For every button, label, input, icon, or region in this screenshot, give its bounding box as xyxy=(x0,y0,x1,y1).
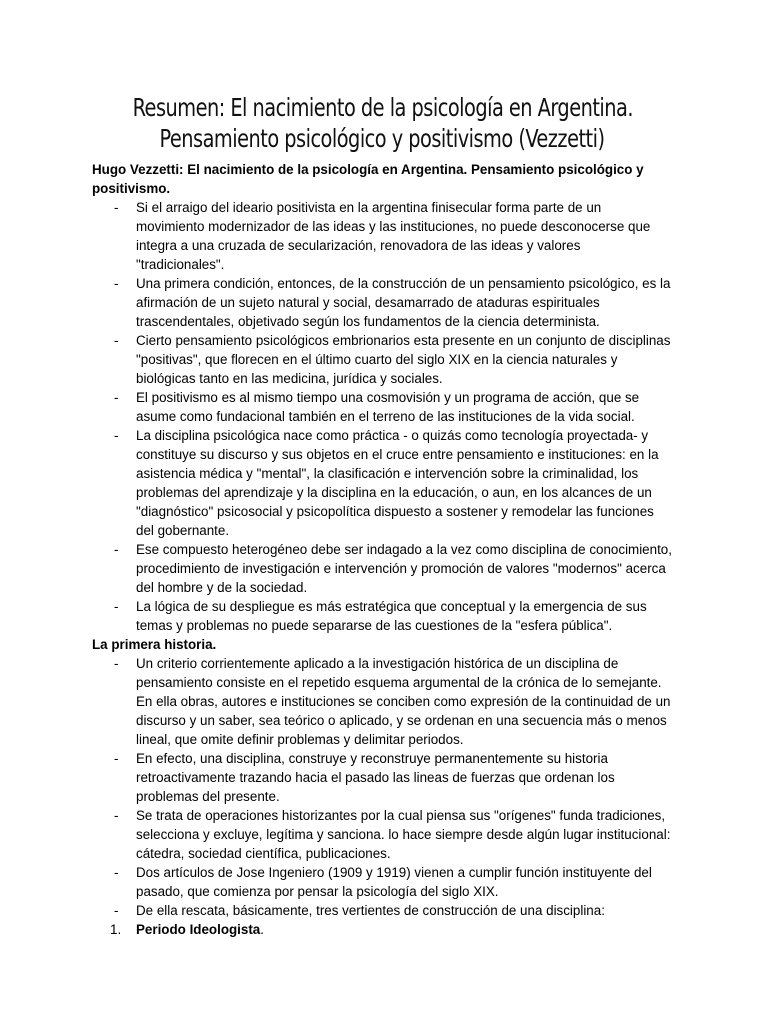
section-heading-2: La primera historia. xyxy=(92,637,217,652)
title-line-1: Resumen: El nacimiento de la psicología en Argentina. xyxy=(132,93,633,122)
list-item: - Cierto pensamiento psicológicos embrionarios esta presente en un conjunto de disciplinas "positivas", que florecen en el último cuarto del siglo XIX en la ciencia naturales y biológicas tanto en las medicina, jurídica y sociales. xyxy=(114,333,671,386)
list-item: - De ella rescata, básicamente, tres vertientes de construcción de una disciplina: xyxy=(114,903,605,918)
section-heading-1: Hugo Vezzetti: El nacimiento de la psicología en Argentina. Pensamiento psicológico y positivismo. xyxy=(92,162,644,196)
title-line-2: Pensamiento psicológico y positivismo (Vezzetti) xyxy=(159,124,605,153)
bullet-list-1 xyxy=(92,198,672,635)
list-item: - El positivismo es al mismo tiempo una cosmovisión y un programa de acción, que se asume como fundacional también en el terreno de las instituciones de la vida social. xyxy=(114,390,640,424)
list-item: - Dos artículos de Jose Ingeniero (1909 y 1919) vienen a cumplir función instituyente del pasado, que comienza por pensar la psicología del siglo XIX. xyxy=(114,865,652,899)
numbered-list-item: 1. Periodo Ideologista. xyxy=(110,922,264,937)
list-item: - La disciplina psicológica nace como práctica - o quizás como tecnología proyectada- y constituye su discurso y sus objetos en el cruce entre pensamiento e instituciones: en la asistencia médica y "mental", la clasificación e intervención sobre la criminalidad, los problemas del aprendizaje y la disciplina en la educación, o aun, en los alcances de un "diagnóstico" psicosocial y psicopolítica dispuesto a sostener y remodelar las funciones del gobernante. xyxy=(114,428,659,538)
list-item: - Un criterio corrientemente aplicado a la investigación histórica de un disciplina de pensamiento consiste en el repetido esquema argumental de la crónica de lo semejante. En ella obras, autores e instituciones se conciben como expresión de la continuidad de un discurso y un saber, sea teórico o aplicado, y se ordenan en una secuencia más o menos lineal, que omite definir problemas y delimitar periodos. xyxy=(114,656,671,747)
list-item: - La lógica de su despliegue es más estratégica que conceptual y la emergencia de sus temas y problemas no puede separarse de las cuestiones de la "esfera pública". xyxy=(114,599,647,633)
list-item: - Se trata de operaciones historizantes por la cual piensa sus "orígenes" funda tradiciones, selecciona y excluye, legítima y sanciona. lo hace siempre desde algún lugar institucional: cátedra, sociedad científica, publicaciones. xyxy=(114,808,671,861)
list-item: - Si el arraigo del ideario positivista en la argentina finisecular forma parte de un movimiento modernizador de las ideas y las instituciones, no puede desconocerse que integra a una cruzada de secularización, renovadora de las ideas y valores "tradicionales". xyxy=(114,200,651,272)
numbered-list xyxy=(92,920,672,939)
bullet-list-2 xyxy=(92,654,672,920)
list-item: - Ese compuesto heterogéneo debe ser indagado a la vez como disciplina de conocimiento, procedimiento de investigación e intervención y promoción de valores "modernos" acerca del hombre y de la sociedad. xyxy=(114,542,672,595)
list-item: - En efecto, una disciplina, construye y reconstruye permanentemente su historia retroactivamente trazando hacia el pasado las lineas de fuerzas que ordenan los problemas del presente. xyxy=(114,751,615,804)
numbered-item-bold: Periodo Ideologista xyxy=(136,922,261,937)
document-title xyxy=(133,92,632,154)
list-item: - Una primera condición, entonces, de la construcción de un pensamiento psicológico, es la afirmación de un sujeto natural y social, desamarrado de ataduras espirituales trascendentales, objetivado según los fundamentos de la ciencia determinista. xyxy=(114,276,671,329)
